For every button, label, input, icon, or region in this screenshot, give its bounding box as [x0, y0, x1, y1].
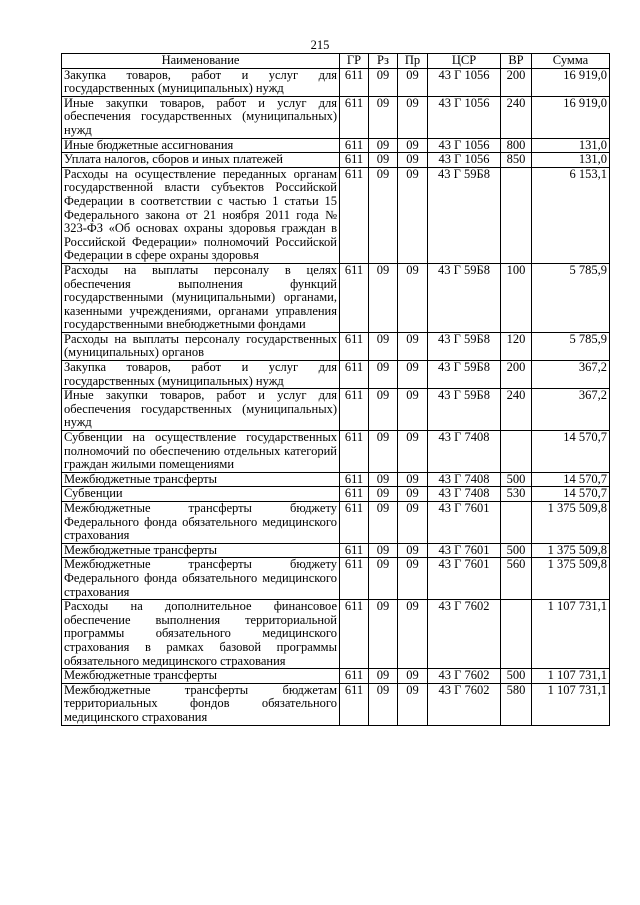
cell-csr: 43 Г 1056 — [428, 68, 501, 96]
cell-pr: 09 — [398, 487, 428, 502]
cell-name: Иные бюджетные ассигнования — [62, 138, 340, 153]
budget-table — [61, 53, 610, 726]
cell-rz: 09 — [369, 96, 398, 138]
cell-gr: 611 — [340, 558, 369, 600]
cell-sum: 14 570,7 — [532, 431, 610, 473]
cell-name: Расходы на выплаты персоналу в целях обеспечения выполнения функций государственными (муниципальными) органами, казенными учреждениями, органами управления государственными внебюджетными фондами — [62, 263, 340, 332]
cell-name: Межбюджетные трансферты — [62, 472, 340, 487]
cell-vr — [501, 502, 532, 544]
cell-rz: 09 — [369, 683, 398, 725]
cell-vr — [501, 167, 532, 263]
cell-pr: 09 — [398, 502, 428, 544]
table-row — [62, 68, 610, 96]
cell-rz: 09 — [369, 389, 398, 431]
cell-csr: 43 Г 7408 — [428, 487, 501, 502]
cell-sum: 14 570,7 — [532, 487, 610, 502]
cell-csr: 43 Г 59Б8 — [428, 389, 501, 431]
cell-rz: 09 — [369, 558, 398, 600]
header-gr: ГР — [340, 54, 369, 69]
cell-name: Расходы на осуществление переданных органам государственной власти субъектов Российской Федерации в соответствии с частью 1 статьи 15 Федерального закона от 21 ноября 2011 года № 323-ФЗ «Об основах охраны здоровья граждан в Российской Федерации» полномочий Российской Федерации в сфере охраны здоровья — [62, 167, 340, 263]
cell-csr: 43 Г 1056 — [428, 153, 501, 168]
cell-name: Межбюджетные трансферты бюджету Федерального фонда обязательного медицинского страхования — [62, 502, 340, 544]
header-rz: Рз — [369, 54, 398, 69]
cell-name: Субвенции на осуществление государственных полномочий по обеспечению отдельных категорий граждан жилыми помещениями — [62, 431, 340, 473]
table-row — [62, 332, 610, 360]
cell-gr: 611 — [340, 361, 369, 389]
table-row — [62, 96, 610, 138]
cell-sum: 1 107 731,1 — [532, 669, 610, 684]
cell-pr: 09 — [398, 263, 428, 332]
cell-gr: 611 — [340, 502, 369, 544]
table-row — [62, 361, 610, 389]
cell-gr: 611 — [340, 472, 369, 487]
table-row — [62, 389, 610, 431]
cell-name: Межбюджетные трансферты — [62, 669, 340, 684]
cell-csr: 43 Г 59Б8 — [428, 167, 501, 263]
cell-rz: 09 — [369, 669, 398, 684]
cell-name: Иные закупки товаров, работ и услуг для обеспечения государственных (муниципальных) нужд — [62, 96, 340, 138]
cell-name: Уплата налогов, сборов и иных платежей — [62, 153, 340, 168]
cell-rz: 09 — [369, 138, 398, 153]
cell-name: Расходы на выплаты персоналу государственных (муниципальных) органов — [62, 332, 340, 360]
cell-rz: 09 — [369, 167, 398, 263]
cell-vr: 560 — [501, 558, 532, 600]
page-number: 215 — [310, 38, 330, 52]
cell-pr: 09 — [398, 138, 428, 153]
cell-vr: 580 — [501, 683, 532, 725]
cell-csr: 43 Г 7602 — [428, 683, 501, 725]
cell-csr: 43 Г 7602 — [428, 600, 501, 669]
cell-sum: 16 919,0 — [532, 96, 610, 138]
cell-gr: 611 — [340, 332, 369, 360]
table-row — [62, 431, 610, 473]
table-row — [62, 502, 610, 544]
cell-rz: 09 — [369, 472, 398, 487]
cell-vr: 240 — [501, 96, 532, 138]
header-pr: Пр — [398, 54, 428, 69]
cell-csr: 43 Г 7601 — [428, 502, 501, 544]
cell-csr: 43 Г 59Б8 — [428, 361, 501, 389]
cell-vr: 100 — [501, 263, 532, 332]
cell-vr: 200 — [501, 68, 532, 96]
cell-vr: 530 — [501, 487, 532, 502]
cell-pr: 09 — [398, 153, 428, 168]
header-csr: ЦСР — [428, 54, 501, 69]
cell-csr: 43 Г 7601 — [428, 558, 501, 600]
table-row — [62, 558, 610, 600]
table-row — [62, 167, 610, 263]
cell-sum: 14 570,7 — [532, 472, 610, 487]
cell-sum: 1 375 509,8 — [532, 502, 610, 544]
cell-sum: 1 375 509,8 — [532, 543, 610, 558]
cell-rz: 09 — [369, 502, 398, 544]
cell-pr: 09 — [398, 167, 428, 263]
table-row — [62, 543, 610, 558]
cell-sum: 131,0 — [532, 138, 610, 153]
cell-pr: 09 — [398, 472, 428, 487]
cell-gr: 611 — [340, 167, 369, 263]
cell-gr: 611 — [340, 487, 369, 502]
cell-rz: 09 — [369, 153, 398, 168]
cell-name: Иные закупки товаров, работ и услуг для обеспечения государственных (муниципальных) нужд — [62, 389, 340, 431]
cell-csr: 43 Г 59Б8 — [428, 263, 501, 332]
cell-name: Межбюджетные трансферты бюджетам территориальных фондов обязательного медицинского страхования — [62, 683, 340, 725]
cell-rz: 09 — [369, 332, 398, 360]
table-row — [62, 487, 610, 502]
cell-pr: 09 — [398, 543, 428, 558]
cell-gr: 611 — [340, 153, 369, 168]
cell-vr: 200 — [501, 361, 532, 389]
cell-rz: 09 — [369, 543, 398, 558]
cell-rz: 09 — [369, 361, 398, 389]
table-row — [62, 683, 610, 725]
cell-rz: 09 — [369, 263, 398, 332]
cell-sum: 6 153,1 — [532, 167, 610, 263]
cell-sum: 5 785,9 — [532, 263, 610, 332]
cell-rz: 09 — [369, 431, 398, 473]
cell-csr: 43 Г 1056 — [428, 138, 501, 153]
table-row — [62, 153, 610, 168]
table-header-row — [62, 54, 610, 69]
cell-sum: 5 785,9 — [532, 332, 610, 360]
cell-vr: 120 — [501, 332, 532, 360]
cell-csr: 43 Г 7602 — [428, 669, 501, 684]
cell-pr: 09 — [398, 683, 428, 725]
cell-gr: 611 — [340, 68, 369, 96]
cell-rz: 09 — [369, 487, 398, 502]
cell-pr: 09 — [398, 558, 428, 600]
cell-gr: 611 — [340, 96, 369, 138]
header-vr: ВР — [501, 54, 532, 69]
cell-csr: 43 Г 59Б8 — [428, 332, 501, 360]
table-row — [62, 600, 610, 669]
table-body — [62, 68, 610, 725]
cell-gr: 611 — [340, 138, 369, 153]
cell-pr: 09 — [398, 96, 428, 138]
cell-sum: 131,0 — [532, 153, 610, 168]
header-name: Наименование — [62, 54, 340, 69]
cell-vr: 500 — [501, 543, 532, 558]
cell-vr: 850 — [501, 153, 532, 168]
cell-vr: 500 — [501, 472, 532, 487]
table-row — [62, 138, 610, 153]
cell-name: Субвенции — [62, 487, 340, 502]
cell-csr: 43 Г 1056 — [428, 96, 501, 138]
cell-rz: 09 — [369, 600, 398, 669]
cell-csr: 43 Г 7408 — [428, 472, 501, 487]
cell-pr: 09 — [398, 431, 428, 473]
cell-sum: 1 107 731,1 — [532, 600, 610, 669]
header-sum: Сумма — [532, 54, 610, 69]
table-row — [62, 669, 610, 684]
cell-vr — [501, 600, 532, 669]
cell-vr: 500 — [501, 669, 532, 684]
cell-gr: 611 — [340, 389, 369, 431]
cell-sum: 16 919,0 — [532, 68, 610, 96]
cell-sum: 367,2 — [532, 389, 610, 431]
cell-gr: 611 — [340, 600, 369, 669]
cell-gr: 611 — [340, 263, 369, 332]
cell-vr: 240 — [501, 389, 532, 431]
cell-gr: 611 — [340, 683, 369, 725]
cell-gr: 611 — [340, 669, 369, 684]
cell-name: Межбюджетные трансферты бюджету Федерального фонда обязательного медицинского страхования — [62, 558, 340, 600]
cell-pr: 09 — [398, 361, 428, 389]
cell-name: Межбюджетные трансферты — [62, 543, 340, 558]
cell-pr: 09 — [398, 669, 428, 684]
cell-name: Закупка товаров, работ и услуг для государственных (муниципальных) нужд — [62, 68, 340, 96]
cell-sum: 1 375 509,8 — [532, 558, 610, 600]
cell-pr: 09 — [398, 332, 428, 360]
cell-name: Закупка товаров, работ и услуг для государственных (муниципальных) нужд — [62, 361, 340, 389]
cell-rz: 09 — [369, 68, 398, 96]
cell-gr: 611 — [340, 543, 369, 558]
cell-pr: 09 — [398, 600, 428, 669]
table-row — [62, 472, 610, 487]
table-row — [62, 263, 610, 332]
cell-sum: 367,2 — [532, 361, 610, 389]
cell-name: Расходы на дополнительное финансовое обеспечение выполнения территориальной программы обязательного медицинского страхования в рамках базовой программы обязательного медицинского страхования — [62, 600, 340, 669]
cell-gr: 611 — [340, 431, 369, 473]
cell-sum: 1 107 731,1 — [532, 683, 610, 725]
cell-pr: 09 — [398, 68, 428, 96]
cell-vr: 800 — [501, 138, 532, 153]
cell-csr: 43 Г 7408 — [428, 431, 501, 473]
cell-vr — [501, 431, 532, 473]
cell-pr: 09 — [398, 389, 428, 431]
cell-csr: 43 Г 7601 — [428, 543, 501, 558]
